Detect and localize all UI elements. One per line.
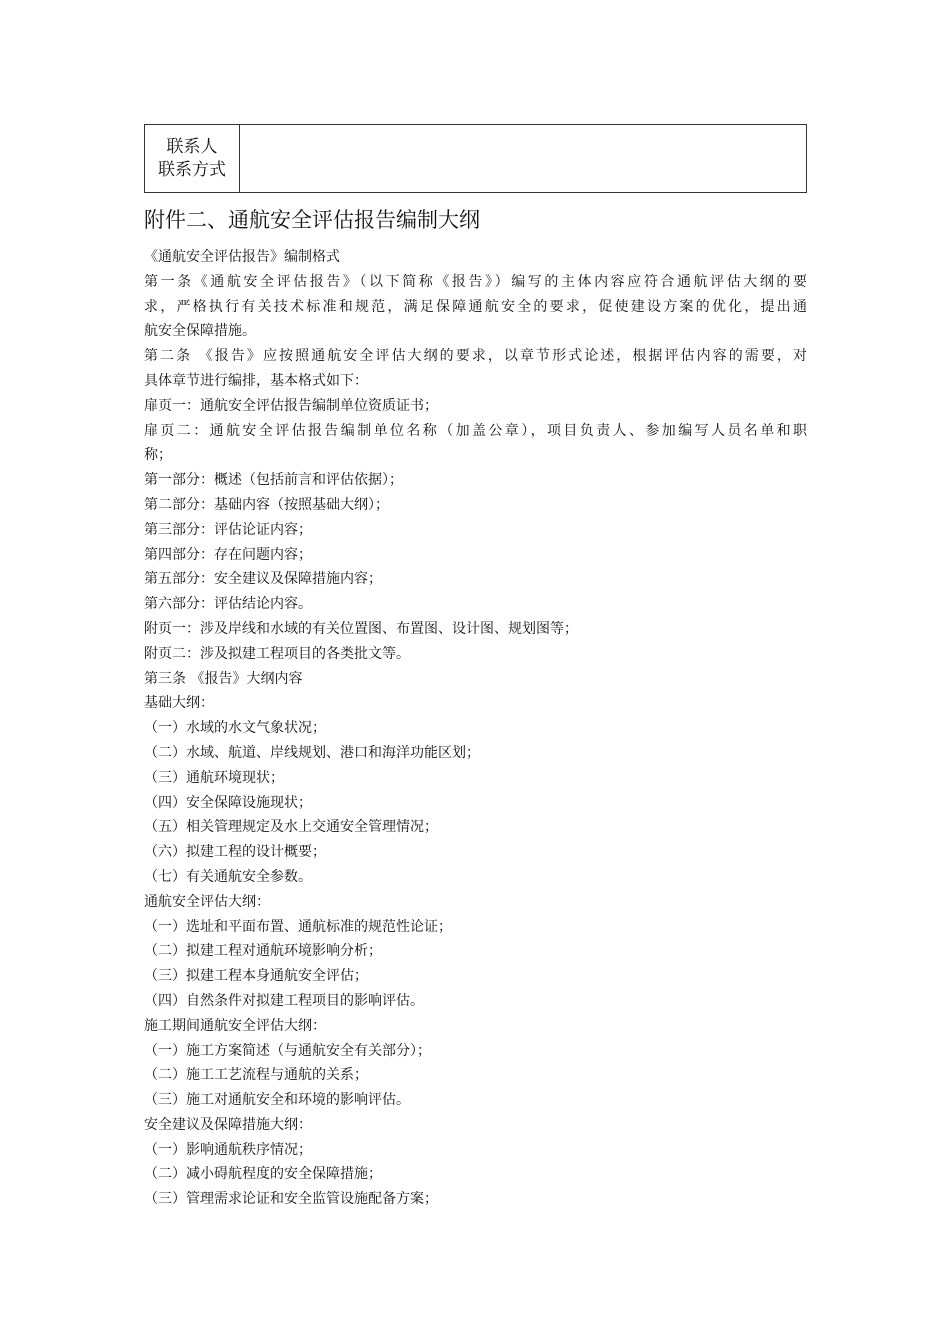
text-line: 扉页二：通航安全评估报告编制单位名称（加盖公章），项目负责人、参加编写人员名单和职 [144,422,807,439]
contact-label-cell [145,125,240,192]
text-line: （四）自然条件对拟建工程项目的影响评估。 [144,992,424,1009]
text-line: 通航安全评估大纲： [144,893,270,910]
text-line: （一）影响通航秩序情况； [144,1141,312,1158]
text-line: （三）通航环境现状； [144,769,284,786]
text-line: （六）拟建工程的设计概要； [144,844,326,861]
text-line: 第一部分：概述（包括前言和评估依据）； [144,472,403,489]
text-line: （一）施工方案简述（与通航安全有关部分）； [144,1042,431,1059]
text-line: （四）安全保障设施现状； [144,794,312,811]
document-body [144,245,807,1212]
text-line: （一）选址和平面布置、通航标准的规范性论证； [144,918,452,935]
text-line: （三）拟建工程本身通航安全评估； [144,968,368,985]
contact-method-label: 联系方式 [158,159,226,180]
text-line: （二）减小碍航程度的安全保障措施； [144,1166,382,1183]
text-line: （五）相关管理规定及水上交通安全管理情况； [144,819,438,836]
contact-person-label: 联系人 [166,136,218,157]
text-line: 附页一：涉及岸线和水域的有关位置图、布置图、设计图、规划图等； [144,620,578,637]
text-line: （七）有关通航安全参数。 [144,868,312,885]
contact-table [144,124,807,193]
text-line: 第五部分：安全建议及保障措施内容； [144,571,382,588]
text-line: （一）水域的水文气象状况； [144,720,326,737]
text-line: 施工期间通航安全评估大纲： [144,1017,326,1034]
text-line: 附页二：涉及拟建工程项目的各类批文等。 [144,645,410,662]
text-line: （三）管理需求论证和安全监管设施配备方案； [144,1191,438,1208]
text-line: （三）施工对通航安全和环境的影响评估。 [144,1092,410,1109]
text-line: 第二部分：基础内容（按照基础大纲）； [144,496,389,513]
text-line: 第三部分：评估论证内容； [144,521,312,538]
section-heading: 附件二、通航安全评估报告编制大纲 [144,208,480,232]
text-line: （二）水域、航道、岸线规划、港口和海洋功能区划； [144,744,480,761]
text-line: 求，严格执行有关技术标准和规范，满足保障通航安全的要求，促使建设方案的优化，提出通 [144,298,807,315]
text-line: 基础大纲： [144,695,214,712]
text-line: 第二条 《报告》应按照通航安全评估大纲的要求，以章节形式论述，根据评估内容的需要，对 [144,348,807,365]
text-line: 安全建议及保障措施大纲： [144,1116,312,1133]
text-line: 第三条 《报告》大纲内容 [144,670,303,687]
text-line: 第六部分：评估结论内容。 [144,596,312,613]
text-line: （二）拟建工程对通航环境影响分析； [144,943,382,960]
text-line: 具体章节进行编排，基本格式如下： [144,372,368,389]
text-line: 扉页一：通航安全评估报告编制单位资质证书； [144,397,438,414]
text-line: 《通航安全评估报告》编制格式 [144,249,340,265]
contact-value-cell [240,125,806,192]
text-line: 称； [144,447,172,464]
text-line: 第四部分：存在问题内容； [144,546,312,563]
text-line: 第一条《通航安全评估报告》（以下简称《报告》）编写的主体内容应符合通航评估大纲的要 [144,273,807,290]
text-line: 航安全保障措施。 [144,323,256,340]
text-line: （二）施工工艺流程与通航的关系； [144,1067,368,1084]
